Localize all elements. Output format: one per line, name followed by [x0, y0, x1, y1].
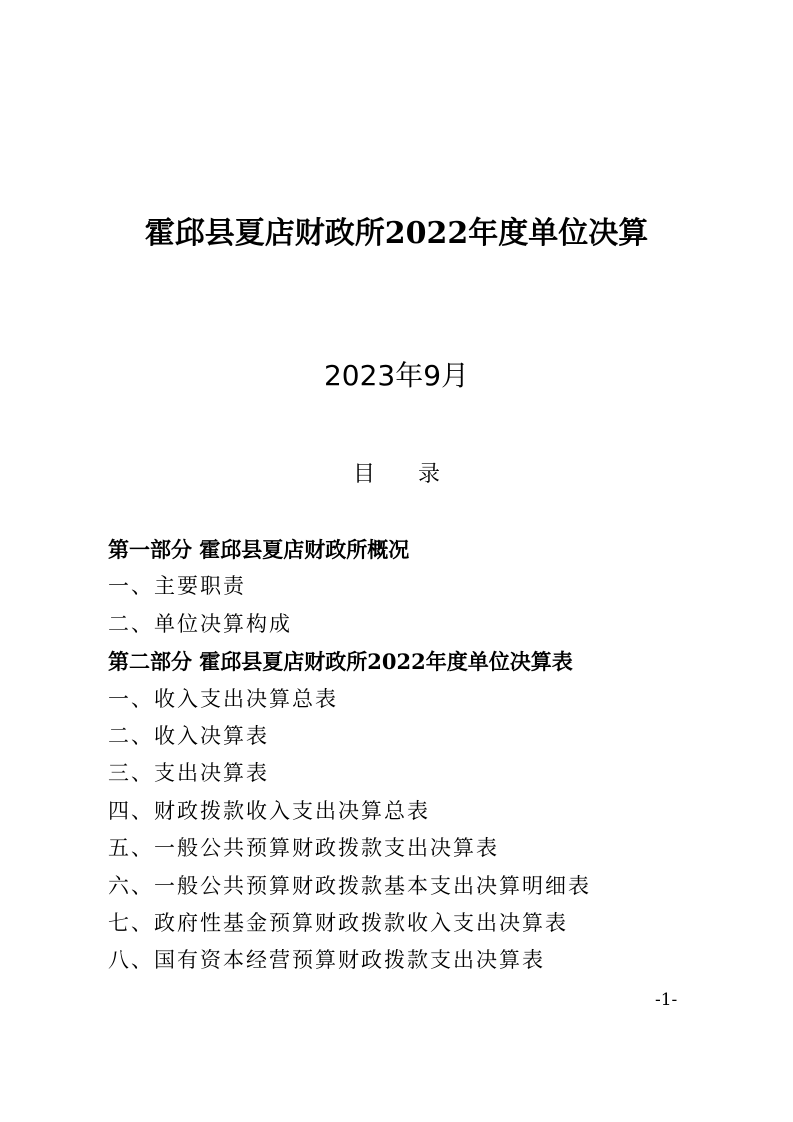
toc-entry: 四、财政拨款收入支出决算总表	[108, 798, 430, 823]
toc-heading: 目 录	[353, 462, 458, 487]
toc-entry: 七、政府性基金预算财政拨款收入支出决算表	[108, 910, 568, 935]
toc-entry: 一、主要职责	[108, 574, 246, 599]
toc-part-2: 第二部分 霍邱县夏店财政所2022年度单位决算表	[108, 649, 573, 675]
toc-entry: 二、收入决算表	[108, 723, 269, 748]
document-title: 霍邱县夏店财政所2022年度单位决算	[144, 216, 649, 251]
toc-entry: 五、一般公共预算财政拨款支出决算表	[108, 836, 499, 861]
table-of-contents	[108, 531, 728, 980]
toc-part-1: 第一部分 霍邱县夏店财政所概况	[108, 537, 410, 562]
page-number: -1-	[655, 990, 678, 1010]
toc-entry: 三、支出决算表	[108, 761, 269, 786]
document-date: 2023年9月	[323, 359, 470, 392]
toc-entry: 一、收入支出决算总表	[108, 686, 338, 711]
toc-entry: 二、单位决算构成	[108, 611, 292, 636]
toc-entry: 六、一般公共预算财政拨款基本支出决算明细表	[108, 873, 591, 898]
toc-entry: 八、国有资本经营预算财政拨款支出决算表	[108, 948, 545, 973]
